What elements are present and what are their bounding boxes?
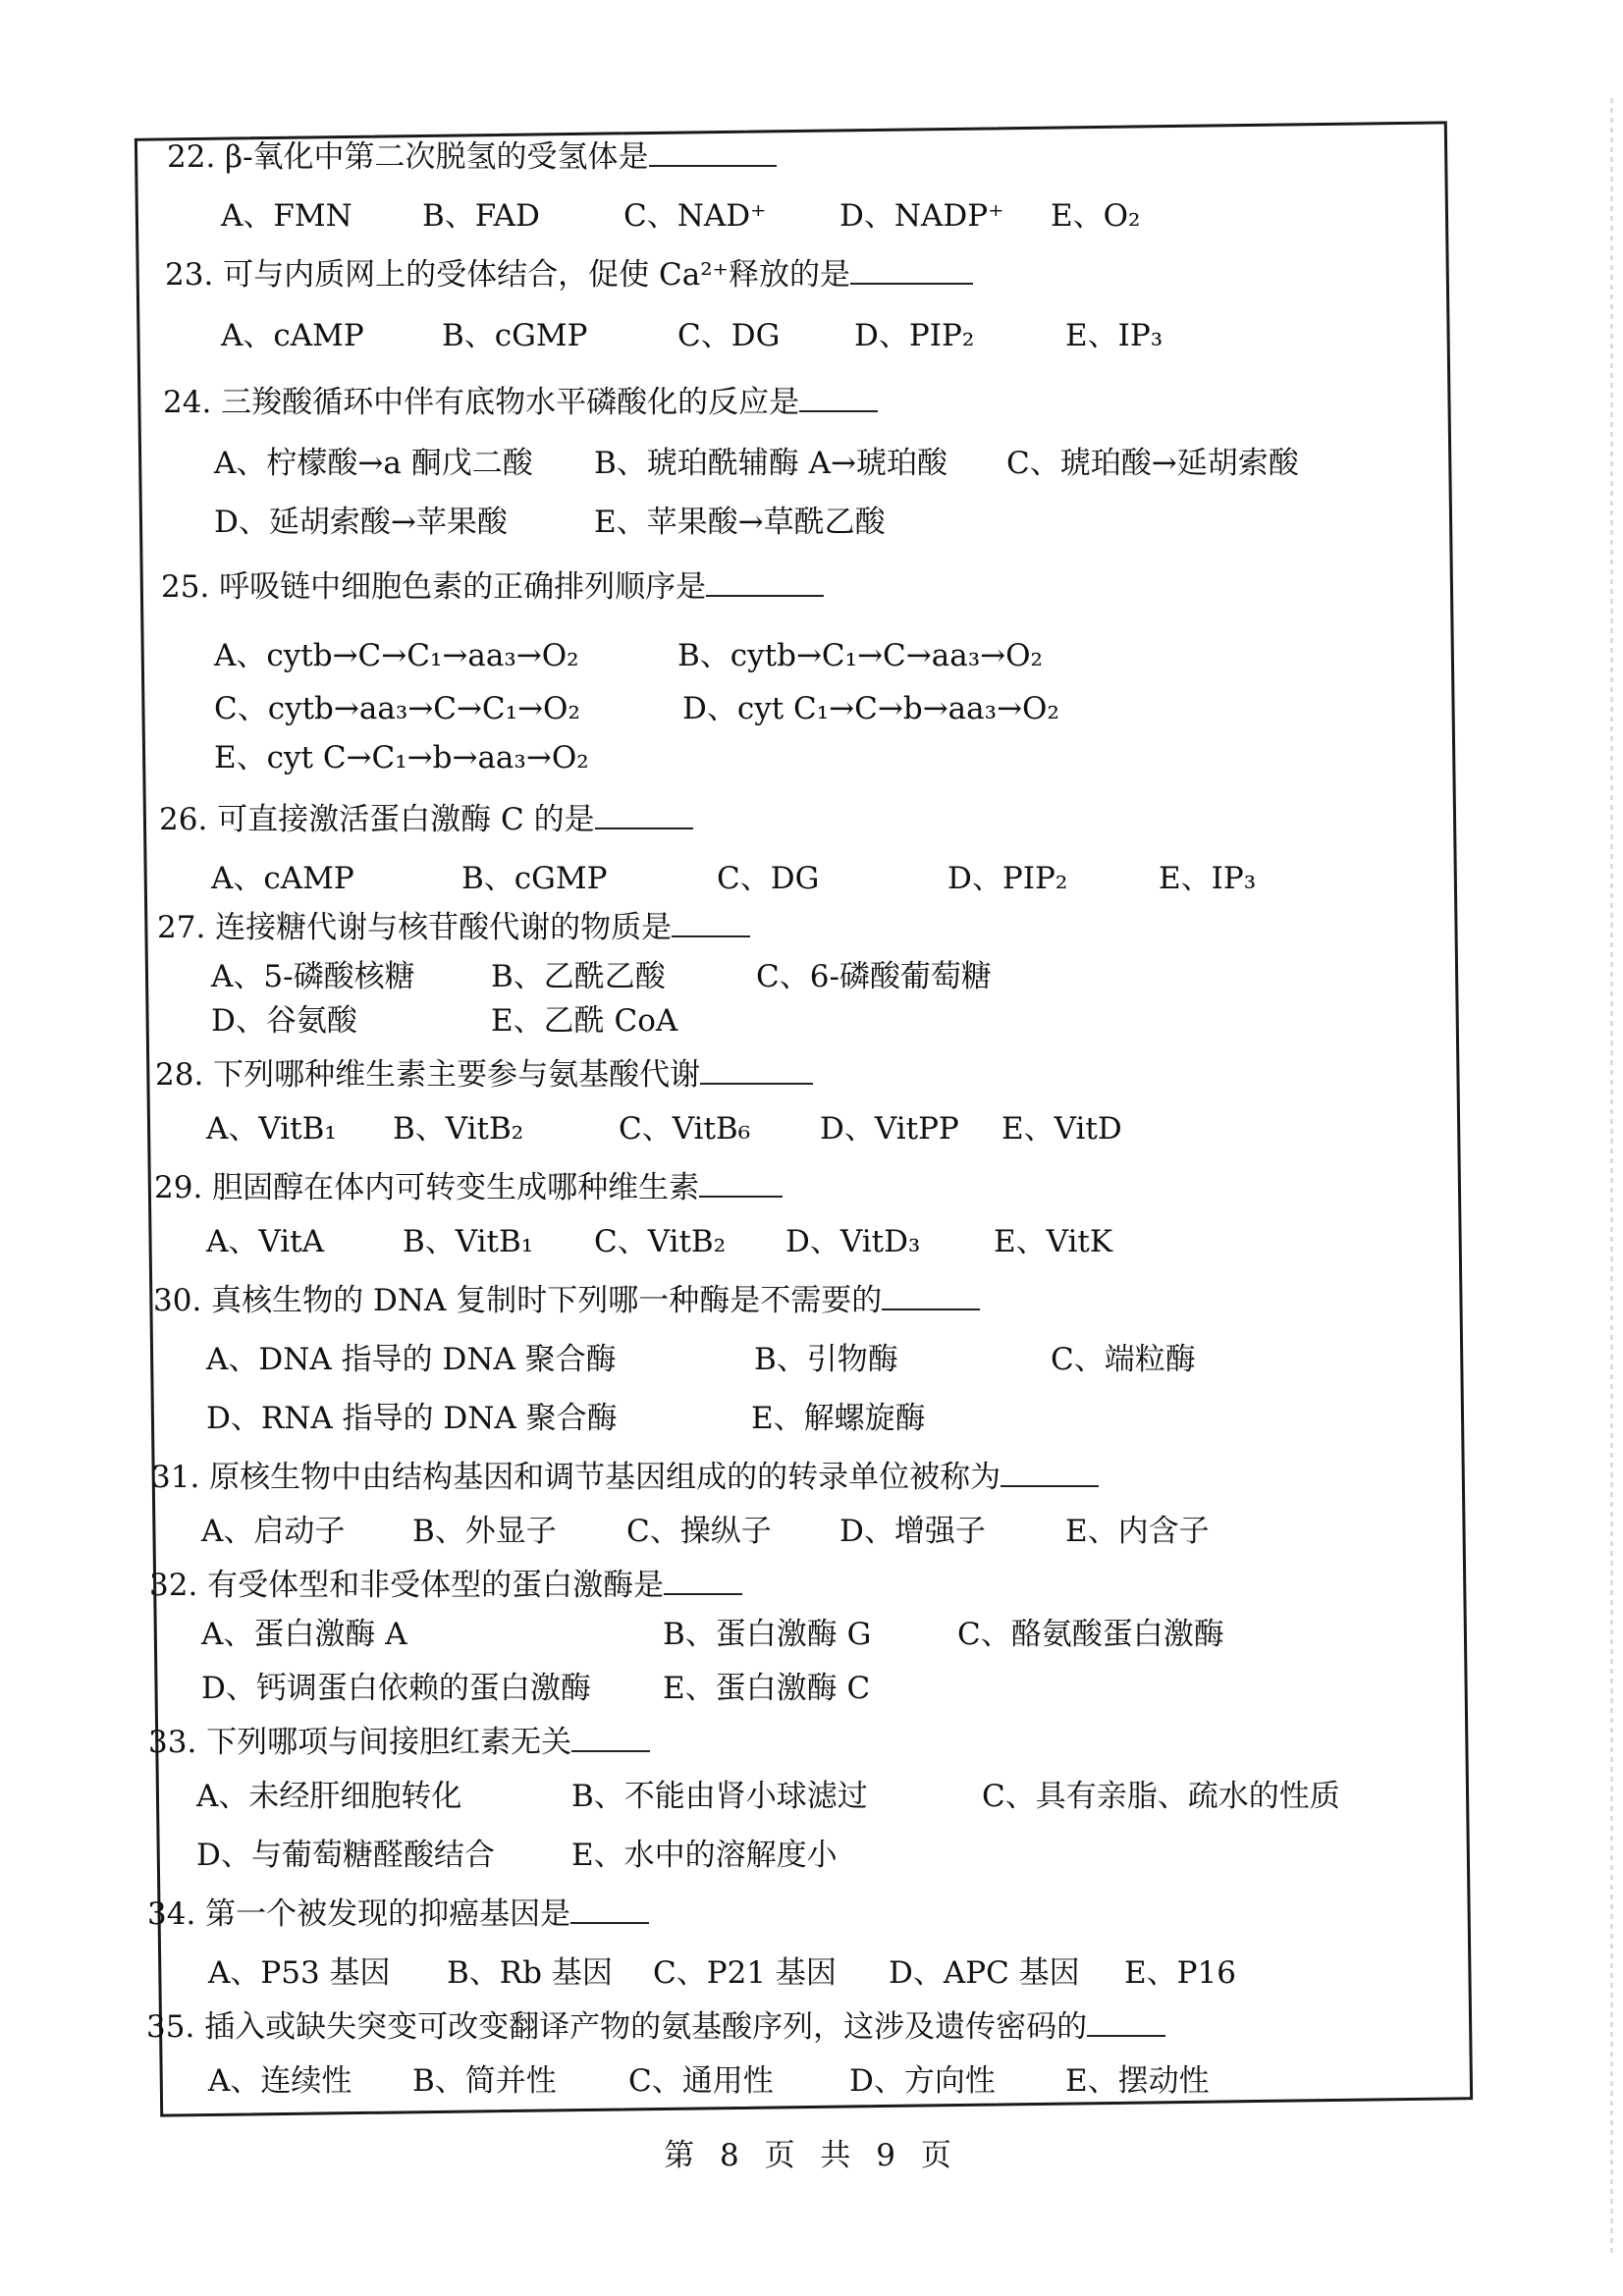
answer-option: E、cyt C→C₁→b→aa₃→O₂ [214, 740, 589, 775]
question-number: 31. [151, 1460, 210, 1495]
answer-blank [1001, 1458, 1099, 1487]
answer-option: C、操纵子 [626, 1514, 772, 1549]
answer-option: D、NADP⁺ [839, 198, 1004, 234]
question-stem [163, 383, 878, 422]
question-stem [146, 2007, 1165, 2047]
question-stem [167, 137, 777, 177]
question-text: 三羧酸循环中伴有底物水平磷酸化的反应是 [221, 385, 800, 420]
question-text: 下列哪种维生素主要参与氨基酸代谢 [213, 1057, 701, 1093]
question-number: 34. [147, 1896, 206, 1932]
question-stem [157, 908, 750, 947]
question-text: 原核生物中由结构基因和调节基因组成的的转录单位被称为 [209, 1460, 1001, 1495]
answer-option: E、水中的溶解度小 [571, 1838, 838, 1873]
answer-option: A、cAMP [221, 318, 364, 353]
question-text: 下列哪项与间接胆红素无关 [206, 1725, 572, 1760]
question-stem [148, 1723, 650, 1762]
answer-option: B、Rb 基因 [447, 1955, 613, 1991]
answer-blank [595, 800, 693, 829]
question-text: 真核生物的 DNA 复制时下列哪一种酶是不需要的 [211, 1283, 883, 1318]
answer-option: D、与葡萄糖醛酸结合 [196, 1838, 495, 1873]
answer-option: E、IP₃ [1065, 318, 1163, 353]
question-number: 32. [149, 1568, 208, 1603]
answer-option: E、VitD [1001, 1111, 1122, 1147]
answer-option: E、摆动性 [1065, 2063, 1210, 2099]
answer-option: C、通用性 [628, 2063, 774, 2099]
question-text: 插入或缺失突变可改变翻译产物的氨基酸序列，这涉及遗传密码的 [204, 2009, 1088, 2045]
answer-option: B、VitB₂ [393, 1111, 524, 1147]
answer-option: C、DG [677, 318, 781, 353]
answer-option: B、外显子 [412, 1514, 557, 1549]
answer-option: A、蛋白激酶 A [201, 1617, 407, 1652]
question-text: 第一个被发现的抑癌基因是 [205, 1896, 571, 1932]
question-stem [153, 1281, 980, 1320]
question-stem [147, 1895, 649, 1934]
answer-option: E、蛋白激酶 C [663, 1671, 871, 1706]
answer-option: C、VitB₆ [619, 1111, 751, 1147]
answer-option: B、不能由肾小球滤过 [571, 1779, 868, 1814]
page-number-footer: 第 8 页 共 9 页 [664, 2138, 959, 2173]
answer-option: A、连续性 [208, 2063, 352, 2099]
answer-option: A、cytb→C→C₁→aa₃→O₂ [214, 638, 579, 673]
question-number: 26. [159, 802, 218, 837]
question-number: 29. [154, 1170, 213, 1205]
answer-blank [571, 1723, 650, 1752]
answer-option: A、5-磷酸核糖 [211, 959, 415, 994]
question-number: 28. [155, 1057, 214, 1093]
answer-option: E、P16 [1124, 1955, 1236, 1991]
answer-option: B、乙酰乙酸 [491, 959, 666, 994]
answer-option: A、P53 基因 [208, 1955, 391, 1991]
answer-blank [699, 1168, 783, 1198]
question-stem [154, 1168, 783, 1207]
answer-option: A、未经肝细胞转化 [196, 1779, 462, 1814]
answer-blank [799, 383, 878, 412]
answer-option: B、VitB₁ [403, 1224, 534, 1259]
answer-option: D、PIP₂ [947, 861, 1068, 896]
question-stem [155, 1055, 813, 1095]
answer-option: E、VitK [994, 1224, 1113, 1259]
answer-option: D、钙调蛋白依赖的蛋白激酶 [201, 1671, 591, 1706]
answer-option: D、PIP₂ [854, 318, 975, 353]
answer-option: A、VitB₁ [206, 1111, 337, 1147]
question-number: 24. [163, 385, 222, 420]
answer-option: A、启动子 [201, 1514, 346, 1549]
answer-option: D、方向性 [849, 2063, 996, 2099]
question-number: 33. [148, 1725, 207, 1760]
question-stem [151, 1458, 1099, 1497]
answer-option: D、谷氨酸 [211, 1003, 357, 1039]
question-text: 可与内质网上的受体结合，促使 Ca²⁺释放的是 [223, 257, 850, 293]
answer-option: C、cytb→aa₃→C→C₁→O₂ [214, 691, 580, 726]
answer-option: D、APC 基因 [889, 1955, 1080, 1991]
answer-blank [664, 1566, 742, 1595]
answer-option: B、cytb→C₁→C→aa₃→O₂ [677, 638, 1043, 673]
question-number: 27. [157, 910, 216, 945]
answer-option: A、柠檬酸→a 酮戊二酸 [214, 446, 533, 481]
question-number: 23. [165, 257, 224, 293]
answer-option: E、乙酰 CoA [491, 1003, 678, 1039]
answer-option: C、VitB₂ [594, 1224, 727, 1259]
answer-blank [672, 908, 750, 937]
question-stem [149, 1566, 742, 1605]
answer-option: D、VitD₃ [785, 1224, 921, 1259]
answer-option: B、cGMP [442, 318, 588, 353]
answer-option: C、端粒酶 [1051, 1342, 1196, 1377]
answer-option: E、O₂ [1051, 198, 1141, 234]
question-text: β-氧化中第二次脱氢的受氢体是 [225, 139, 649, 175]
answer-option: B、cGMP [461, 861, 608, 896]
question-stem [161, 567, 824, 607]
question-text: 有受体型和非受体型的蛋白激酶是 [207, 1568, 665, 1603]
answer-option: D、VitPP [820, 1111, 959, 1147]
scan-edge-marks [1610, 98, 1613, 2258]
answer-option: B、简并性 [412, 2063, 557, 2099]
answer-blank [882, 1281, 980, 1310]
answer-blank [706, 567, 824, 597]
answer-option: E、内含子 [1065, 1514, 1210, 1549]
answer-blank [700, 1055, 813, 1085]
answer-option: C、NAD⁺ [623, 198, 767, 234]
answer-option: C、琥珀酸→延胡索酸 [1006, 446, 1299, 481]
answer-option: C、DG [717, 861, 820, 896]
question-stem [165, 255, 973, 294]
answer-option: A、FMN [221, 198, 352, 234]
answer-blank [1087, 2007, 1165, 2037]
question-text: 胆固醇在体内可转变生成哪种维生素 [212, 1170, 700, 1205]
answer-option: D、延胡索酸→苹果酸 [214, 505, 508, 540]
answer-option: C、酪氨酸蛋白激酶 [957, 1617, 1224, 1652]
answer-option: E、解螺旋酶 [751, 1401, 926, 1436]
answer-option: B、琥珀酰辅酶 A→琥珀酸 [594, 446, 947, 481]
answer-option: C、6-磷酸葡萄糖 [756, 959, 992, 994]
answer-option: A、VitA [206, 1224, 324, 1259]
answer-option: D、RNA 指导的 DNA 聚合酶 [206, 1401, 618, 1436]
question-number: 22. [167, 139, 226, 175]
answer-option: C、具有亲脂、疏水的性质 [982, 1779, 1340, 1814]
answer-option: B、引物酶 [754, 1342, 898, 1377]
answer-blank [850, 255, 973, 285]
answer-option: A、DNA 指导的 DNA 聚合酶 [206, 1342, 617, 1377]
answer-option: E、苹果酸→草酰乙酸 [594, 505, 886, 540]
question-text: 呼吸链中细胞色素的正确排列顺序是 [219, 569, 707, 605]
answer-option: C、P21 基因 [653, 1955, 837, 1991]
answer-option: E、IP₃ [1159, 861, 1257, 896]
answer-option: D、cyt C₁→C→b→aa₃→O₂ [682, 691, 1059, 726]
answer-option: B、FAD [422, 198, 540, 234]
question-number: 35. [146, 2009, 205, 2045]
question-text: 可直接激活蛋白激酶 C 的是 [217, 802, 595, 837]
question-text: 连接糖代谢与核苷酸代谢的物质是 [215, 910, 673, 945]
answer-blank [570, 1895, 649, 1924]
answer-blank [649, 137, 777, 167]
question-stem [159, 800, 693, 839]
answer-option: D、增强子 [839, 1514, 986, 1549]
answer-option: A、cAMP [211, 861, 354, 896]
answer-option: B、蛋白激酶 G [663, 1617, 872, 1652]
question-number: 30. [153, 1283, 212, 1318]
question-number: 25. [161, 569, 220, 605]
